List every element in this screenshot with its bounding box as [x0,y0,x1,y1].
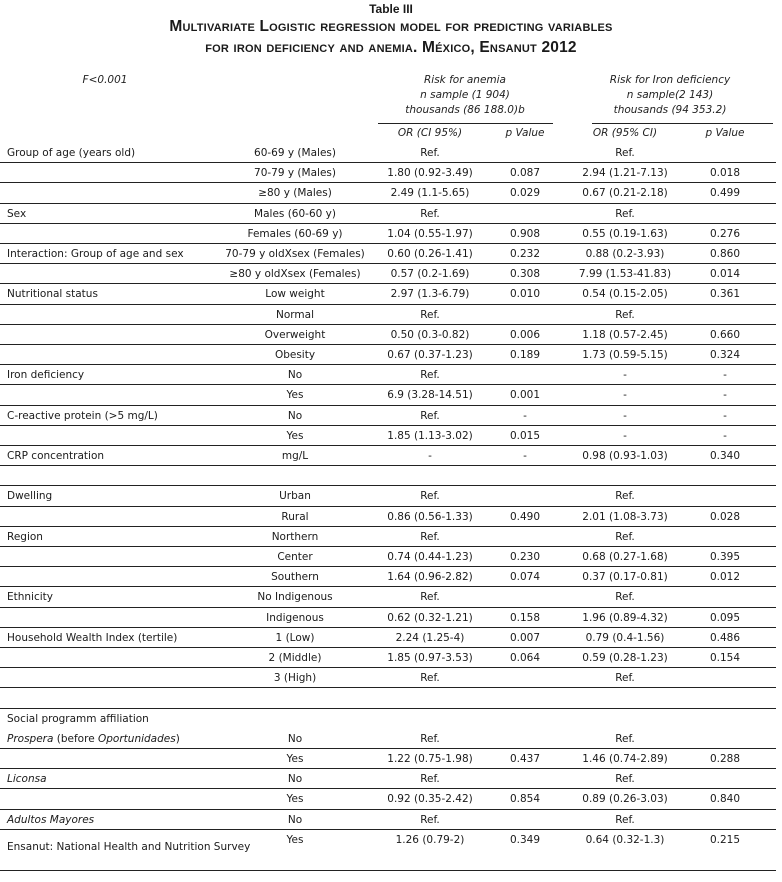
row-category: No [287,773,303,786]
row-variable: Liconsa [7,773,47,786]
row-or-anemia: 1.64 (0.96-2.82) [387,571,473,584]
row-variable: Household Wealth Index (tertile) [7,631,178,644]
row-p-anemia: 0.349 [509,833,541,846]
row-p-anemia: 0.232 [509,248,541,260]
table-row [0,567,772,587]
row-category: ≥80 y (Males) [258,187,332,200]
row-category: 2 (Middle) [268,652,322,664]
row-or-anemia: Ref. [420,207,440,220]
row-or-iron: 1.73 (0.59-5.15) [582,349,668,361]
row-or-anemia: 1.85 (1.13-3.02) [387,429,473,442]
table-row [0,345,772,365]
row-category: Northern [271,530,319,543]
row-category: 70-79 y oldXsex (Females) [225,248,365,260]
table-row [0,507,772,527]
row-p-iron: 0.499 [709,187,741,200]
row-p-iron: 0.486 [709,631,741,644]
row-or-iron: 0.54 (0.15-2.05) [582,288,668,301]
table-title-line-1: Multivariate Logistic regression model for predicting variables [169,18,613,35]
row-p-anemia: 0.010 [509,288,541,301]
table-row [0,628,772,648]
table-row [0,789,772,809]
col-header-p-iron: p Value [705,127,745,139]
row-or-iron: Ref. [615,732,635,745]
row-or-iron: Ref. [615,308,635,321]
row-p-iron: - [723,409,727,422]
row-variable: CRP concentration [7,450,105,462]
row-p-iron: 0.340 [709,450,741,462]
variable-part: ) [175,732,180,745]
row-p-anemia: 0.006 [509,328,541,341]
row-variable: Adultos Mayores [7,813,95,826]
row-p-anemia: 0.437 [509,753,541,765]
row-p-iron: 0.014 [709,268,741,281]
row-or-anemia: 2.24 (1.25-4) [395,631,465,644]
row-or-iron: 1.18 (0.57-2.45) [582,328,668,341]
table-title-block [0,2,782,58]
table-row [0,729,772,749]
row-category: No [287,732,303,745]
row-category: 60-69 y (Males) [254,147,336,159]
row-variable [7,729,180,749]
row-or-iron: - [623,389,627,402]
row-or-anemia: 0.50 (0.3-0.82) [390,328,470,341]
table-row [0,709,772,729]
row-p-iron: 0.215 [709,833,741,846]
row-or-iron: 0.59 (0.28-1.23) [582,652,668,664]
header-iron-group [575,73,765,118]
row-or-iron: Ref. [615,773,635,786]
table-row [0,143,772,163]
row-category: Southern [271,571,319,584]
row-category: Yes [286,833,304,846]
table-row [0,224,772,244]
header-iron-title: Risk for Iron deficiency [609,74,731,86]
row-or-anemia: 0.86 (0.56-1.33) [387,510,473,523]
row-or-iron: 2.94 (1.21-7.13) [582,167,668,180]
row-variable: Region [7,530,43,543]
row-or-anemia: 1.26 (0.79-2) [395,833,465,846]
table-row [0,648,772,668]
row-category: 70-79 y (Males) [254,167,336,180]
variable-part: (before [53,732,98,745]
row-category: No [287,409,303,422]
row-category: Obesity [274,349,316,361]
row-or-anemia: 1.80 (0.92-3.49) [387,167,473,180]
col-header-p-anemia: p Value [505,127,545,139]
row-or-iron: 0.98 (0.93-1.03) [582,450,668,462]
table-row [0,769,772,789]
row-variable: Ethnicity [7,591,53,604]
header-iron-rule [592,123,773,124]
table-row [0,466,772,486]
row-p-iron: 0.028 [709,510,741,523]
row-p-anemia: - [523,450,527,462]
row-variable: Iron deficiency [7,369,85,382]
row-category: Yes [286,793,304,806]
row-p-iron: 0.154 [709,652,741,664]
header-anemia-thousands: thousands (86 188.0)b [405,104,525,116]
row-or-iron: 7.99 (1.53-41.83) [578,268,672,281]
table-row [0,668,772,688]
variable-part: Oportunidades [98,732,176,745]
row-or-iron: - [623,369,627,382]
table-row [0,527,772,547]
row-or-anemia: Ref. [420,308,440,321]
footnote: Ensanut: National Health and Nutrition Survey [7,841,251,853]
row-or-anemia: Ref. [420,490,440,503]
row-category: 1 (Low) [275,631,315,644]
table-row [0,365,772,385]
table-title-line-2: for iron deficiency and anemia. México, Ensanut 2012 [205,39,577,56]
row-or-iron: Ref. [615,591,635,604]
table-row [0,163,772,183]
row-p-anemia: 0.490 [509,510,541,523]
row-p-anemia: - [523,409,527,422]
significance-note: F<0.001 [82,74,128,86]
row-or-anemia: Ref. [420,147,440,159]
row-or-iron: Ref. [615,672,635,685]
row-category: No [287,813,303,826]
header-anemia-rule [378,123,553,124]
row-or-anemia: Ref. [420,773,440,786]
table-row [0,749,772,769]
table-label: Table III [369,2,413,16]
row-or-anemia: Ref. [420,813,440,826]
row-p-anemia: 0.015 [509,429,541,442]
row-or-iron: 0.68 (0.27-1.68) [582,551,668,563]
row-or-iron: 0.37 (0.17-0.81) [582,571,668,584]
table-row [0,688,772,708]
row-p-anemia: 0.029 [509,187,541,200]
table-row [0,486,772,506]
col-header-or-iron: OR (95% CI) [592,127,658,139]
table-row [0,284,772,304]
row-category: Urban [279,490,311,503]
row-variable: Dwelling [7,490,53,503]
row-p-anemia: 0.158 [509,611,541,624]
table-row [0,183,772,203]
row-category: Yes [286,753,304,765]
row-variable: Interaction: Group of age and sex [7,248,184,260]
row-or-iron: 0.79 (0.4-1.56) [585,631,665,644]
table-row [0,426,772,446]
row-or-iron: 0.88 (0.2-3.93) [585,248,665,260]
row-or-anemia: Ref. [420,409,440,422]
row-category: Center [277,551,313,563]
row-or-anemia: 0.92 (0.35-2.42) [387,793,473,806]
table-row [0,204,772,224]
row-p-iron: 0.660 [709,328,741,341]
row-p-iron: 0.395 [709,551,741,563]
row-variable: Nutritional status [7,288,98,301]
row-category: 3 (High) [273,672,317,685]
table-row [0,264,772,284]
row-p-anemia: 0.007 [509,631,541,644]
row-or-anemia: - [428,450,432,462]
row-p-iron: - [723,369,727,382]
row-or-iron: - [623,429,627,442]
row-or-anemia: 0.74 (0.44-1.23) [387,551,473,563]
row-p-iron: 0.860 [709,248,741,260]
row-category: Yes [286,429,304,442]
row-p-anemia: 0.854 [509,793,541,806]
row-or-anemia: 0.60 (0.26-1.41) [387,248,473,260]
row-category: Low weight [265,288,325,301]
row-p-anemia: 0.908 [509,227,541,240]
row-or-iron: Ref. [615,490,635,503]
variable-part: Prospera [7,732,54,745]
row-p-anemia: 0.230 [509,551,541,563]
row-or-iron: Ref. [615,813,635,826]
row-or-iron: 0.67 (0.21-2.18) [582,187,668,200]
row-category: Males (60-60 y) [254,207,336,220]
header-anemia-sample: n sample (1 904) [420,89,510,101]
row-or-anemia: 6.9 (3.28-14.51) [387,389,473,402]
row-or-iron: 0.64 (0.32-1.3) [585,833,665,846]
table-row [0,325,772,345]
table-row [0,446,772,466]
row-or-iron: 0.89 (0.26-3.03) [582,793,668,806]
row-p-anemia: 0.001 [509,389,541,402]
table-row [0,608,772,628]
table-row [0,406,772,426]
row-p-anemia: 0.064 [509,652,541,664]
row-p-iron: 0.018 [709,167,741,180]
row-or-anemia: 0.57 (0.2-1.69) [390,268,470,281]
row-category: ≥80 y oldXsex (Females) [229,268,361,281]
table-row [0,810,772,830]
row-variable: Social programm affiliation [7,712,149,725]
row-p-iron: - [723,429,727,442]
row-or-iron: 0.55 (0.19-1.63) [582,227,668,240]
row-category: No [287,369,303,382]
row-variable: Group of age (years old) [7,147,136,159]
row-p-iron: 0.361 [709,288,741,301]
row-p-iron: 0.288 [709,753,741,765]
row-or-iron: Ref. [615,207,635,220]
row-category: Rural [281,510,309,523]
row-category: Females (60-69 y) [247,227,343,240]
col-header-or-anemia: OR (CI 95%) [397,127,463,139]
row-or-anemia: Ref. [420,530,440,543]
row-or-anemia: 0.62 (0.32-1.21) [387,611,473,624]
header-iron-thousands: thousands (94 353.2) [613,104,727,116]
row-category: mg/L [281,450,309,462]
row-or-anemia: 1.04 (0.55-1.97) [387,227,473,240]
row-or-anemia: Ref. [420,732,440,745]
row-category: Normal [276,308,314,321]
row-or-anemia: 1.22 (0.75-1.98) [387,753,473,765]
table-row [0,244,772,264]
row-category: Overweight [264,328,326,341]
header-iron-sample: n sample(2 143) [626,89,714,101]
table-row [0,547,772,567]
row-p-iron: 0.324 [709,349,741,361]
row-p-anemia: 0.308 [509,268,541,281]
row-or-anemia: Ref. [420,369,440,382]
row-or-anemia: Ref. [420,591,440,604]
row-or-iron: 2.01 (1.08-3.73) [582,510,668,523]
row-variable: Sex [7,207,27,220]
row-or-anemia: 1.85 (0.97-3.53) [387,652,473,664]
table-row [0,305,772,325]
header-anemia-title: Risk for anemia [423,74,506,86]
row-or-anemia: 0.67 (0.37-1.23) [387,349,473,361]
row-category: No Indigenous [257,591,333,604]
row-category: Indigenous [266,611,324,624]
row-or-iron: 1.96 (0.89-4.32) [582,611,668,624]
row-or-anemia: Ref. [420,672,440,685]
row-category: Yes [286,389,304,402]
row-or-anemia: 2.97 (1.3-6.79) [390,288,470,301]
table-row [0,385,772,405]
row-variable: C-reactive protein (>5 mg/L) [7,409,158,422]
row-p-anemia: 0.189 [509,349,541,361]
row-p-anemia: 0.074 [509,571,541,584]
row-or-iron: - [623,409,627,422]
row-p-iron: 0.012 [709,571,741,584]
bottom-rule [0,870,776,871]
header-anemia-group [370,73,560,118]
row-p-iron: 0.276 [709,227,741,240]
row-p-iron: 0.840 [709,793,741,806]
row-or-iron: Ref. [615,147,635,159]
row-p-iron: 0.095 [709,611,741,624]
row-p-anemia: 0.087 [509,167,541,180]
row-or-anemia: 2.49 (1.1-5.65) [390,187,470,200]
table-row [0,587,772,607]
row-or-iron: Ref. [615,530,635,543]
row-p-iron: - [723,389,727,402]
row-or-iron: 1.46 (0.74-2.89) [582,753,668,765]
